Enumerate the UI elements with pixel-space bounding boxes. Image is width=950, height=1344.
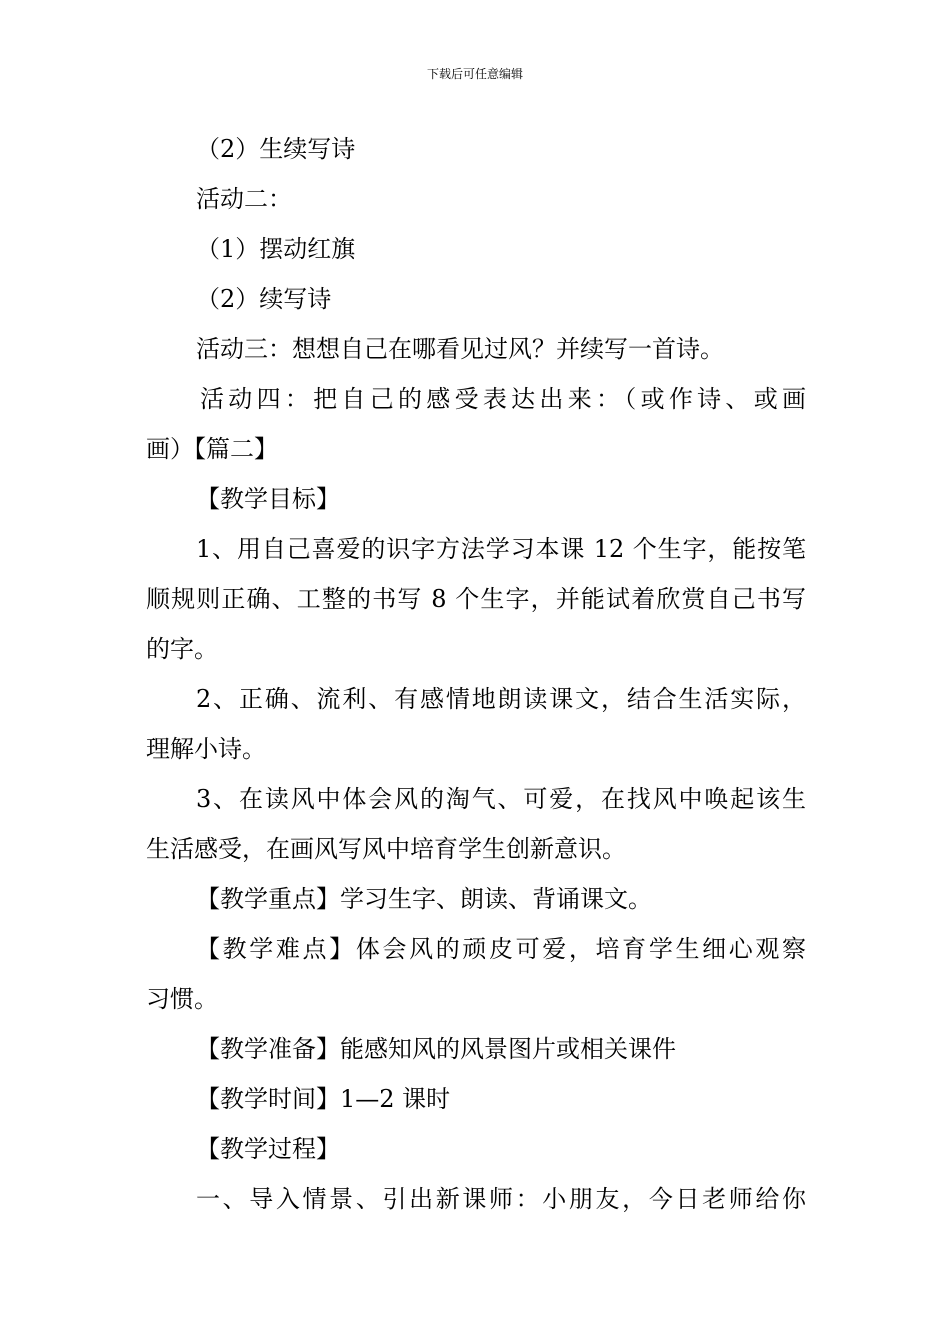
text-line: 1、用自己喜爱的识字方法学习本课 12 个生字，能按笔: [196, 535, 806, 563]
text-line: （2）生续写诗: [196, 135, 356, 163]
text-line: 顺规则正确、工整的书写 8 个生字，并能试着欣赏自己书写: [146, 585, 806, 613]
text-line: （1）摆动红旗: [196, 235, 356, 263]
section-heading: 【教学过程】: [196, 1135, 340, 1163]
text-line: 3、在读风中体会风的淘气、可爱，在找风中唤起该生: [196, 785, 806, 813]
text-line: （2）续写诗: [196, 285, 332, 313]
text-line: 活动三：想想自己在哪看见过风？并续写一首诗。: [196, 335, 724, 363]
text-line: 2、正确、流利、有感情地朗读课文，结合生活实际，: [196, 685, 806, 713]
text-line: 一、导入情景、引出新课师：小朋友，今日老师给你: [196, 1185, 806, 1213]
text-line: 【教学难点】体会风的顽皮可爱，培育学生细心观察: [196, 935, 806, 963]
text-line: 活动二：: [196, 185, 292, 213]
text-line: 的字。: [146, 635, 218, 663]
section-heading: 【教学目标】: [196, 485, 340, 513]
text-line: 【教学时间】1—2 课时: [196, 1085, 451, 1113]
text-line: 【教学准备】能感知风的风景图片或相关课件: [196, 1035, 676, 1063]
text-line: 【教学重点】学习生字、朗读、背诵课文。: [196, 885, 652, 913]
page-header: 下载后可任意编辑: [426, 67, 523, 81]
text-line: 生活感受，在画风写风中培育学生创新意识。: [146, 835, 626, 863]
text-line: 活动四：把自己的感受表达出来：（或作诗、或画: [200, 385, 806, 413]
text-line: 理解小诗。: [146, 735, 266, 763]
text-line: 习惯。: [146, 985, 218, 1013]
text-line: 画）【篇二】: [146, 435, 278, 463]
